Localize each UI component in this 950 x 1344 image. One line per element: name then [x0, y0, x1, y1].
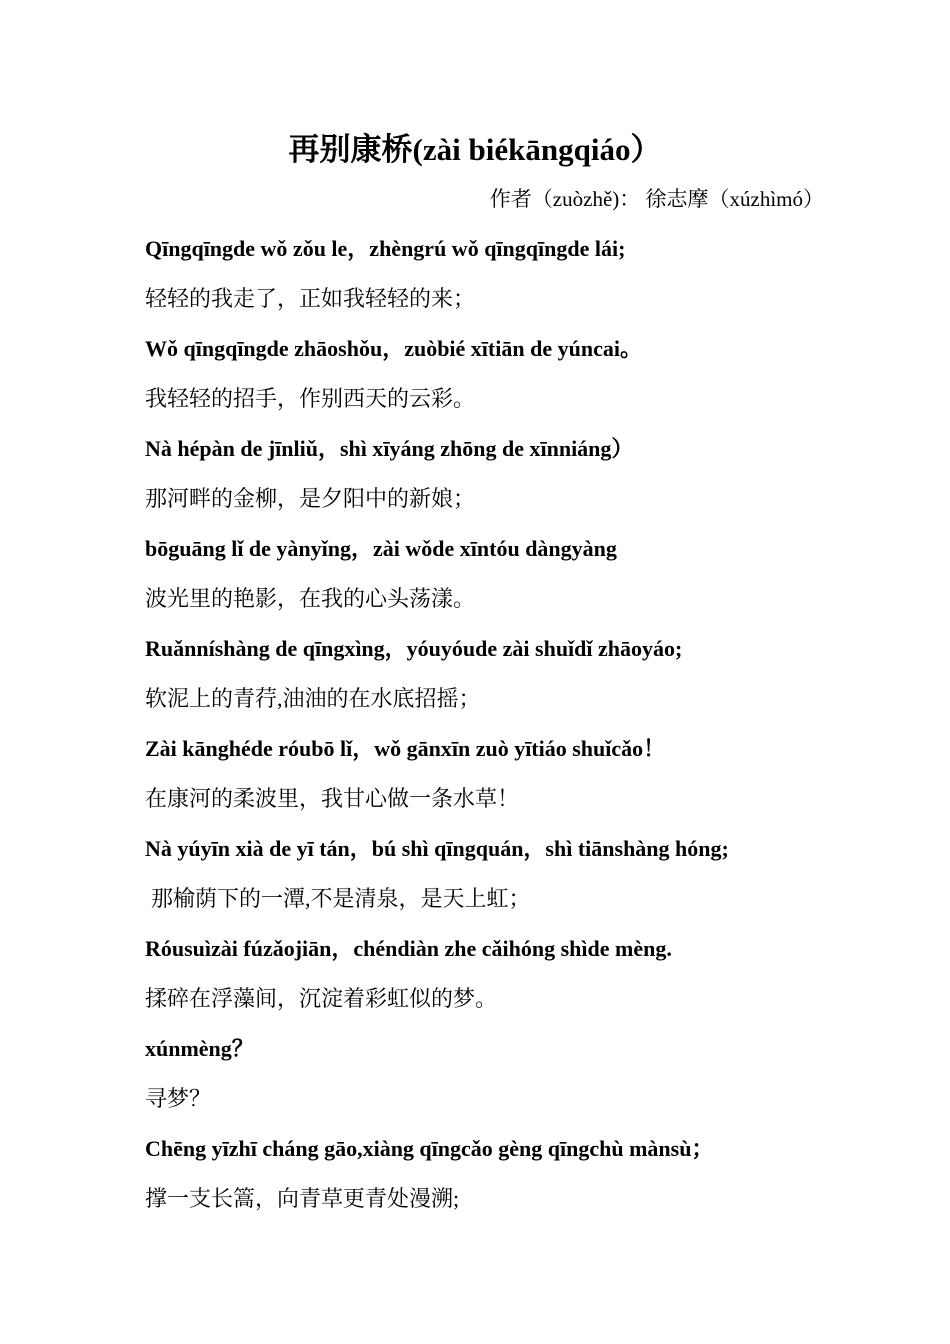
chinese-line: 寻梦？ — [145, 1086, 212, 1111]
pinyin-line: Chēng yīzhī cháng gāo,xiàng qīngcǎo gèng qīngchù mànsù； — [145, 1136, 714, 1161]
chinese-line: 那河畔的金柳，是夕阳中的新娘； — [145, 486, 476, 511]
chinese-line: 在康河的柔波里，我甘心做一条水草！ — [145, 786, 520, 811]
pinyin-line: bōguāng lǐ de yànyǐng，zài wǒde xīntóu dàngyàng — [145, 536, 617, 561]
poem-body — [145, 232, 865, 1232]
pinyin-line: Wǒ qīngqīngde zhāoshǒu，zuòbié xītiān de yúncai。 — [145, 336, 642, 361]
pinyin-line: Ruǎnníshàng de qīngxìng，yóuyóude zài shuǐdǐ zhāoyáo; — [145, 636, 683, 661]
pinyin-line: Zài kānghéde róubō lǐ，wǒ gānxīn zuò yītiáo shuǐcǎo！ — [145, 736, 666, 761]
poem-author: 作者（zuòzhě)： 徐志摩（xúzhìmó） — [489, 187, 824, 211]
chinese-line: 那榆荫下的一潭,不是清泉，是天上虹； — [151, 886, 531, 911]
chinese-line: 软泥上的青荇,油油的在水底招摇； — [145, 686, 481, 711]
poem-title: 再别康桥(zài biékāngqiáo） — [288, 132, 662, 167]
pinyin-line: Qīngqīngde wǒ zǒu le，zhèngrú wǒ qīngqīngde lái; — [145, 236, 626, 261]
chinese-line: 轻轻的我走了，正如我轻轻的来； — [145, 286, 476, 311]
chinese-line: 揉碎在浮藻间，沉淀着彩虹似的梦。 — [145, 986, 498, 1011]
pinyin-line: Nà yúyīn xià de yī tán，bú shì qīngquán，shì tiānshàng hóng; — [145, 836, 729, 861]
pinyin-line: xúnmèng？ — [145, 1036, 254, 1061]
pinyin-line: Róusuìzài fúzǎojiān，chéndiàn zhe cǎihóng shìde mèng. — [145, 936, 672, 961]
chinese-line: 波光里的艳影，在我的心头荡漾。 — [145, 586, 476, 611]
chinese-line: 我轻轻的招手，作别西天的云彩。 — [145, 386, 476, 411]
chinese-line: 撑一支长篙，向青草更青处漫溯; — [145, 1186, 460, 1211]
pinyin-line: Nà hépàn de jīnliǔ，shì xīyáng zhōng de xīnniáng） — [145, 436, 634, 461]
